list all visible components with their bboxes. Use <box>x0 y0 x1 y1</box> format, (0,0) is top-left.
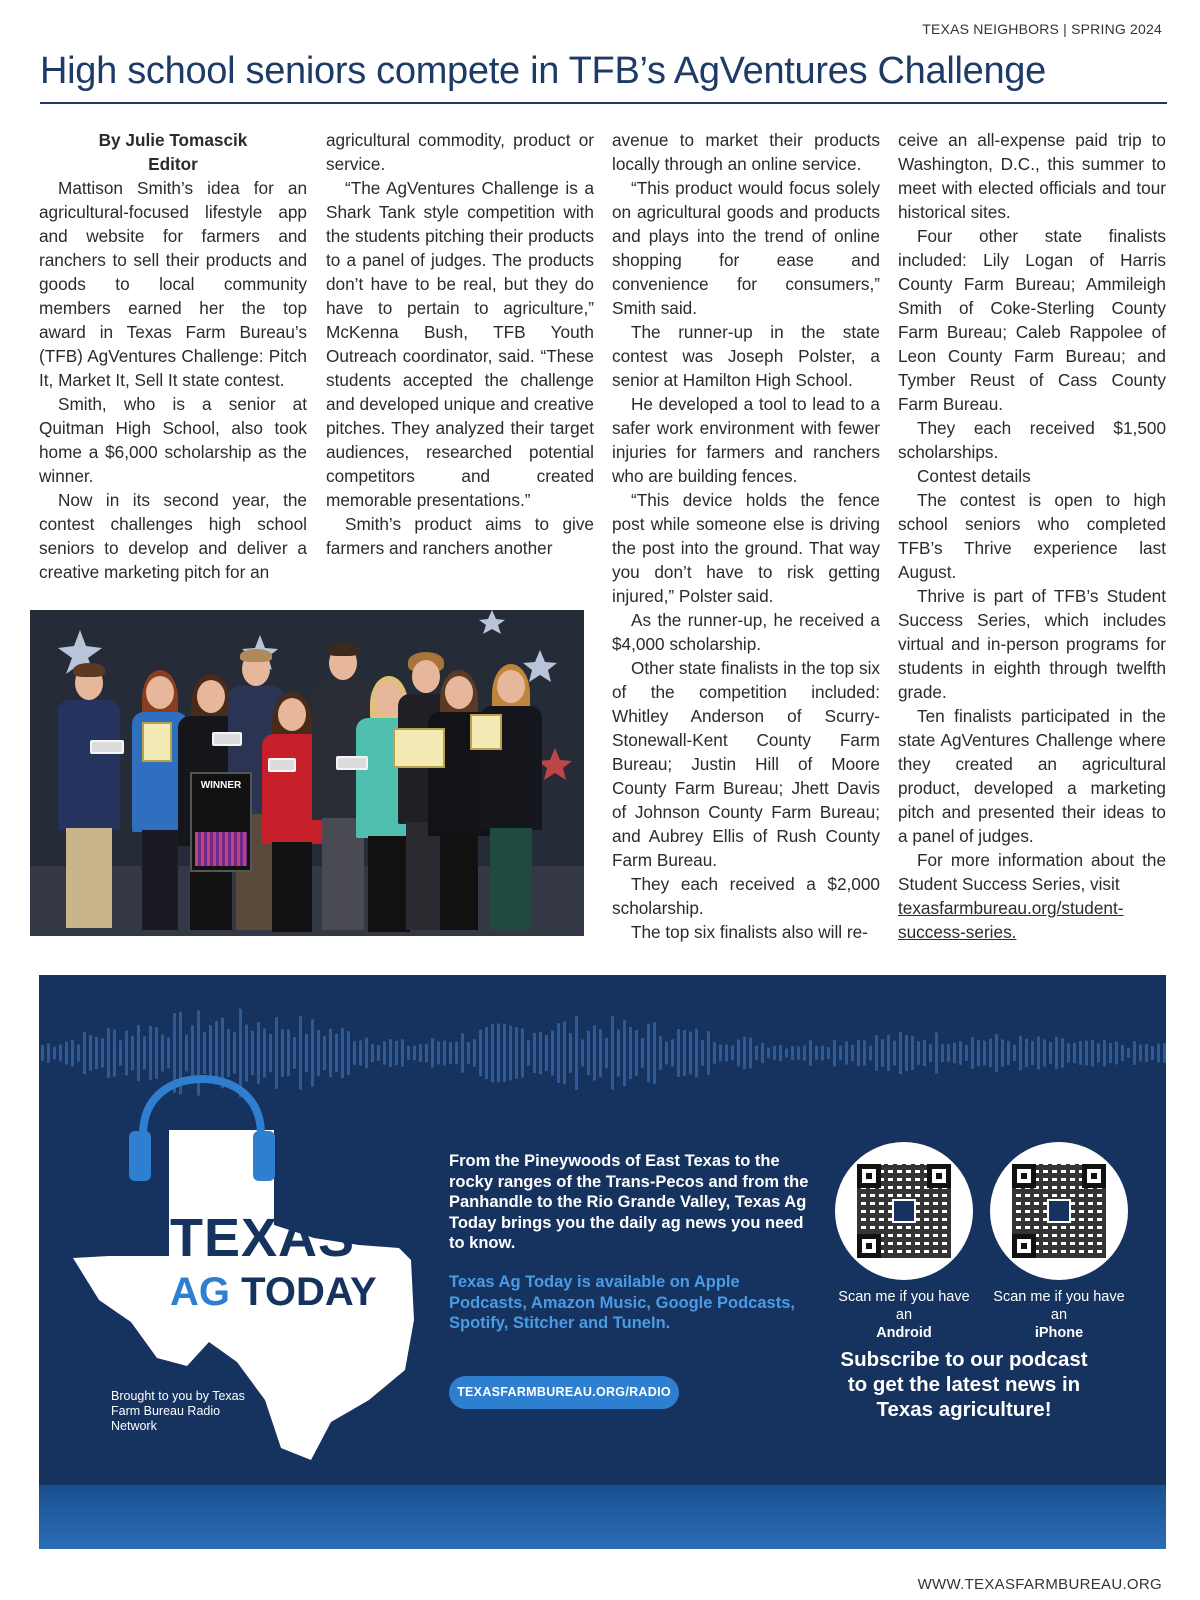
winner-banner <box>190 772 252 872</box>
paragraph: ceive an all-expense paid trip to Washington, D.C., this summer to meet with elected officials and tour historical sites. <box>898 130 1166 222</box>
texas-ag-today-ad <box>39 975 1166 1549</box>
paragraph: Thrive is part of TFB’s Student Success Series, which includes virtual and in-person programs for students in eighth through twelfth grade. <box>898 586 1166 702</box>
byline-author: By Julie Tomascik <box>98 130 248 150</box>
paragraph: Smith, who is a senior at Quitman High School, also took home a $6,000 scholarship as the winner. <box>39 394 307 486</box>
paragraph: For more information about the Student Success Series, visit <box>898 850 1166 894</box>
ad-availability-text: Texas Ag Today is available on Apple Podcasts, Amazon Music, Google Podcasts, Spotify, Stitcher and TuneIn. <box>449 1273 795 1333</box>
logo-texas-text: TEXAS <box>170 1208 356 1268</box>
article-column-1 <box>39 128 307 584</box>
award-box <box>212 732 242 746</box>
paragraph: Smith’s product aims to give farmers and ranchers another <box>326 514 594 558</box>
student-figure <box>480 668 542 936</box>
student-figure <box>58 666 120 936</box>
student-success-link[interactable]: texasfarmbureau.org/student-success-series. <box>898 898 1124 942</box>
subhead: Contest details <box>917 466 1031 486</box>
award-plaque <box>470 714 502 750</box>
paragraph: Ten finalists participated in the state AgVentures Challenge where they created an agricultural product, developed a marketing pitch and presented their ideas to a panel of judges. <box>898 706 1166 846</box>
logo-ag-today-text <box>170 1271 377 1313</box>
texas-logo-icon <box>892 1199 916 1223</box>
android-qr-code[interactable] <box>835 1142 973 1280</box>
paragraph: As the runner-up, he received a $4,000 scholarship. <box>612 610 880 654</box>
brought-by-text: Brought to you by Texas Farm Bureau Radio Network <box>111 1389 245 1433</box>
winners-group-photo <box>30 610 584 936</box>
award-box <box>268 758 296 772</box>
paragraph: “The AgVentures Challenge is a Shark Tank style competition with the students pitching their products to a panel of judges. The products don’t have to be real, but they do have to pertain to agriculture,” McKenna Bush, TFB Youth Outreach coordinator, said. “These students accepted the challenge and developed unique and creative pitches. They analyzed their target audiences, researched potential competitors and created memorable presentations.” <box>326 178 594 510</box>
iphone-qr-label: Scan me if you have an iPhone <box>993 1289 1125 1341</box>
iphone-qr-code[interactable] <box>990 1142 1128 1280</box>
award-box <box>336 756 368 770</box>
title-rule <box>40 102 1167 104</box>
paragraph: They each received a $2,000 scholarship. <box>612 874 880 918</box>
paragraph: “This product would focus solely on agricultural goods and products and plays into the trend of online shopping for ease and convenience for consumers,” Smith said. <box>612 178 880 318</box>
article-column-3 <box>612 128 880 944</box>
headphones-icon <box>127 1073 277 1188</box>
paragraph: “This device holds the fence post while someone else is driving the post into the ground. That way you don’t have to risk getting injured,” Polster said. <box>612 490 880 606</box>
radio-link-button[interactable]: TEXASFARMBUREAU.ORG/RADIO <box>449 1376 679 1409</box>
award-box <box>90 740 124 754</box>
award-plaque <box>142 722 172 762</box>
logo-today-word: TODAY <box>241 1270 377 1314</box>
award-plaque <box>393 728 445 768</box>
paragraph: The top six finalists also will re- <box>631 922 868 942</box>
article-column-4 <box>898 128 1166 944</box>
paragraph: The contest is open to high school seniors who completed TFB’s Thrive experience last August. <box>898 490 1166 582</box>
subscribe-callout: Subscribe to our podcast to get the latest news in Texas agriculture! <box>840 1348 1088 1421</box>
paragraph: Other state finalists in the top six of the competition included: Whitley Anderson of Scurry-Stonewall-Kent County Farm Bureau; Justin Hill of Moore County Farm Bureau; Jhett Davis of Johnson County Farm Bureau; and Aubrey Ellis of Rush County Farm Bureau. <box>612 658 880 870</box>
ad-body-text: From the Pineywoods of East Texas to the rocky ranges of the Trans-Pecos and from the Panhandle to the Rio Grande Valley, Texas Ag Today brings you the daily ag news you need to know. <box>449 1152 809 1253</box>
paragraph: agricultural commodity, product or service. <box>326 130 594 174</box>
paragraph: Four other state finalists included: Lily Logan of Harris County Farm Bureau; Ammileigh Smith of Coke-Sterling County Farm Bureau; Caleb Rappolee of Leon County Farm Bureau; and Tymber Reust of Cass County Farm Bureau. <box>898 226 1166 414</box>
paragraph: Mattison Smith’s idea for an agricultural-focused lifestyle app and website for farmers and ranchers to sell their products and goods to local community members earned her the top award in Texas Farm Bureau’s (TFB) AgVentures Challenge: Pitch It, Market It, Sell It state contest. <box>39 178 307 390</box>
paragraph: They each received $1,500 scholarships. <box>898 418 1166 462</box>
article-column-2 <box>326 128 594 560</box>
running-head: TEXAS NEIGHBORS | SPRING 2024 <box>922 21 1162 37</box>
paragraph: Now in its second year, the contest challenges high school seniors to develop and deliver a creative marketing pitch for an <box>39 490 307 582</box>
byline-title: Editor <box>148 154 198 174</box>
page-title: High school seniors compete in TFB’s AgVentures Challenge <box>40 50 1046 92</box>
winner-banner-text: WINNER <box>200 780 242 791</box>
paragraph: avenue to market their products locally through an online service. <box>612 130 880 174</box>
paragraph: He developed a tool to lead to a safer work environment with fewer injuries for farmers and ranchers who are building fences. <box>612 394 880 486</box>
footer-url[interactable]: WWW.TEXASFARMBUREAU.ORG <box>917 1576 1162 1593</box>
texas-logo-icon <box>1047 1199 1071 1223</box>
paragraph: The runner-up in the state contest was Joseph Polster, a senior at Hamilton High School. <box>612 322 880 390</box>
logo-ag-word: AG <box>170 1270 230 1314</box>
android-qr-label: Scan me if you have an Android <box>838 1289 970 1341</box>
